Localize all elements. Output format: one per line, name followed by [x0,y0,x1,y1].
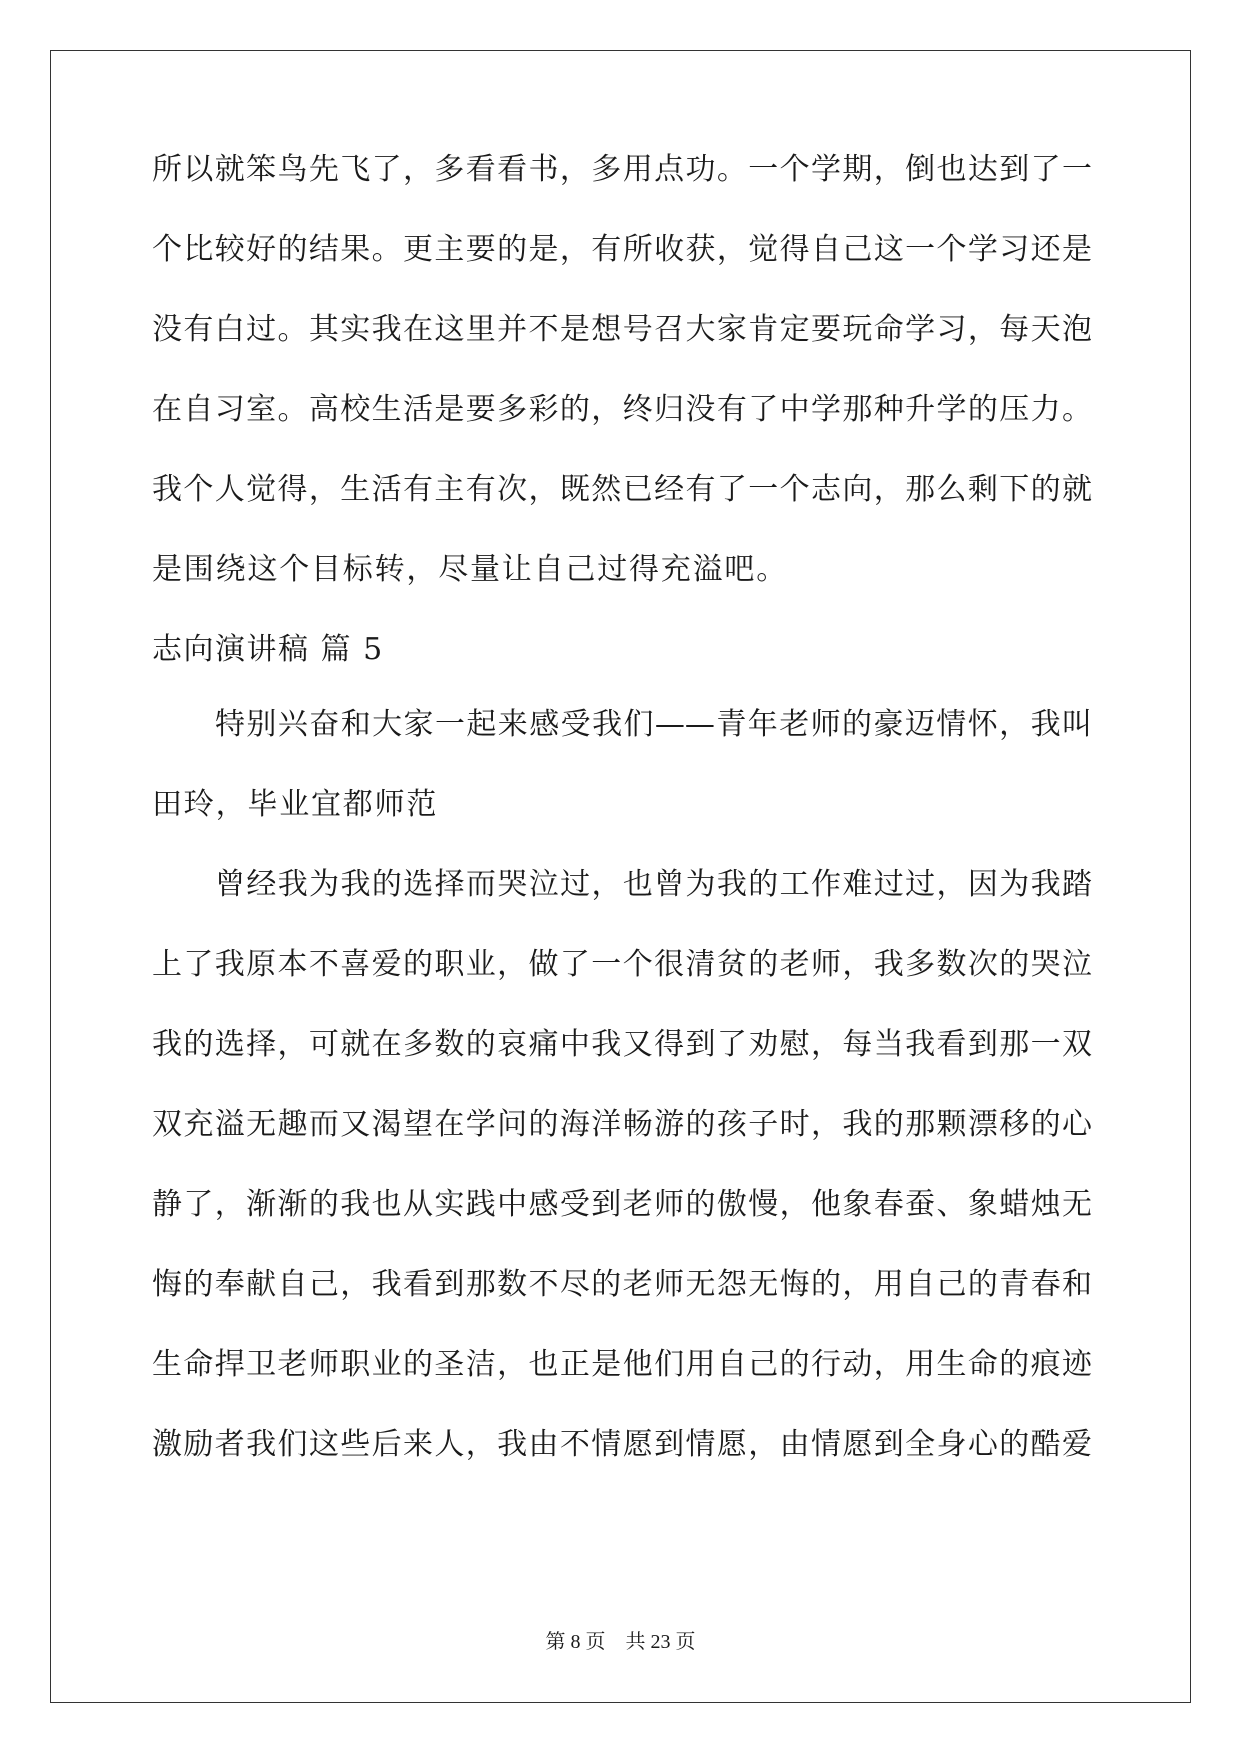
paragraph-line: 悔的奉献自己，我看到那数不尽的老师无怨无悔的，用自己的青春和 [152,1267,1092,1302]
paragraph-line: 没有白过。其实我在这里并不是想号召大家肯定要玩命学习，每天泡 [152,312,1092,347]
paragraph-line: 是围绕这个目标转，尽量让自己过得充溢吧。 [152,552,788,587]
paragraph-line: 我的选择，可就在多数的哀痛中我又得到了劝慰，每当我看到那一双 [152,1027,1092,1062]
paragraph-line: 我个人觉得，生活有主有次，既然已经有了一个志向，那么剩下的就 [152,472,1092,507]
paragraph-line: 静了，渐渐的我也从实践中感受到老师的傲慢，他象春蚕、象蜡烛无 [152,1187,1092,1222]
paragraph-line: 曾经我为我的选择而哭泣过，也曾为我的工作难过过，因为我踏 [215,867,1092,902]
paragraph-line: 双充溢无趣而又渴望在学问的海洋畅游的孩子时，我的那颗漂移的心 [152,1107,1092,1142]
page-number: 第 8 页 [545,1631,606,1653]
paragraph-line: 激励者我们这些后来人，我由不情愿到情愿，由情愿到全身心的酷爱 [152,1427,1092,1462]
page-footer [0,1630,1241,1654]
paragraph-line: 田玲，毕业宜都师范 [152,787,439,822]
paragraph-line: 上了我原本不喜爱的职业，做了一个很清贫的老师，我多数次的哭泣 [152,947,1092,982]
paragraph-line: 在自习室。高校生活是要多彩的，终归没有了中学那种升学的压力。 [152,392,1092,427]
total-pages: 共 23 页 [625,1631,696,1653]
paragraph-line: 生命捍卫老师职业的圣洁，也正是他们用自己的行动，用生命的痕迹 [152,1347,1092,1382]
paragraph-line: 个比较好的结果。更主要的是，有所收获，觉得自己这一个学习还是 [152,232,1092,267]
paragraph-line: 特别兴奋和大家一起来感受我们——青年老师的豪迈情怀，我叫 [215,707,1092,742]
section-heading: 志向演讲稿 篇 5 [152,632,384,667]
paragraph-line: 所以就笨鸟先飞了，多看看书，多用点功。一个学期，倒也达到了一 [152,152,1092,187]
